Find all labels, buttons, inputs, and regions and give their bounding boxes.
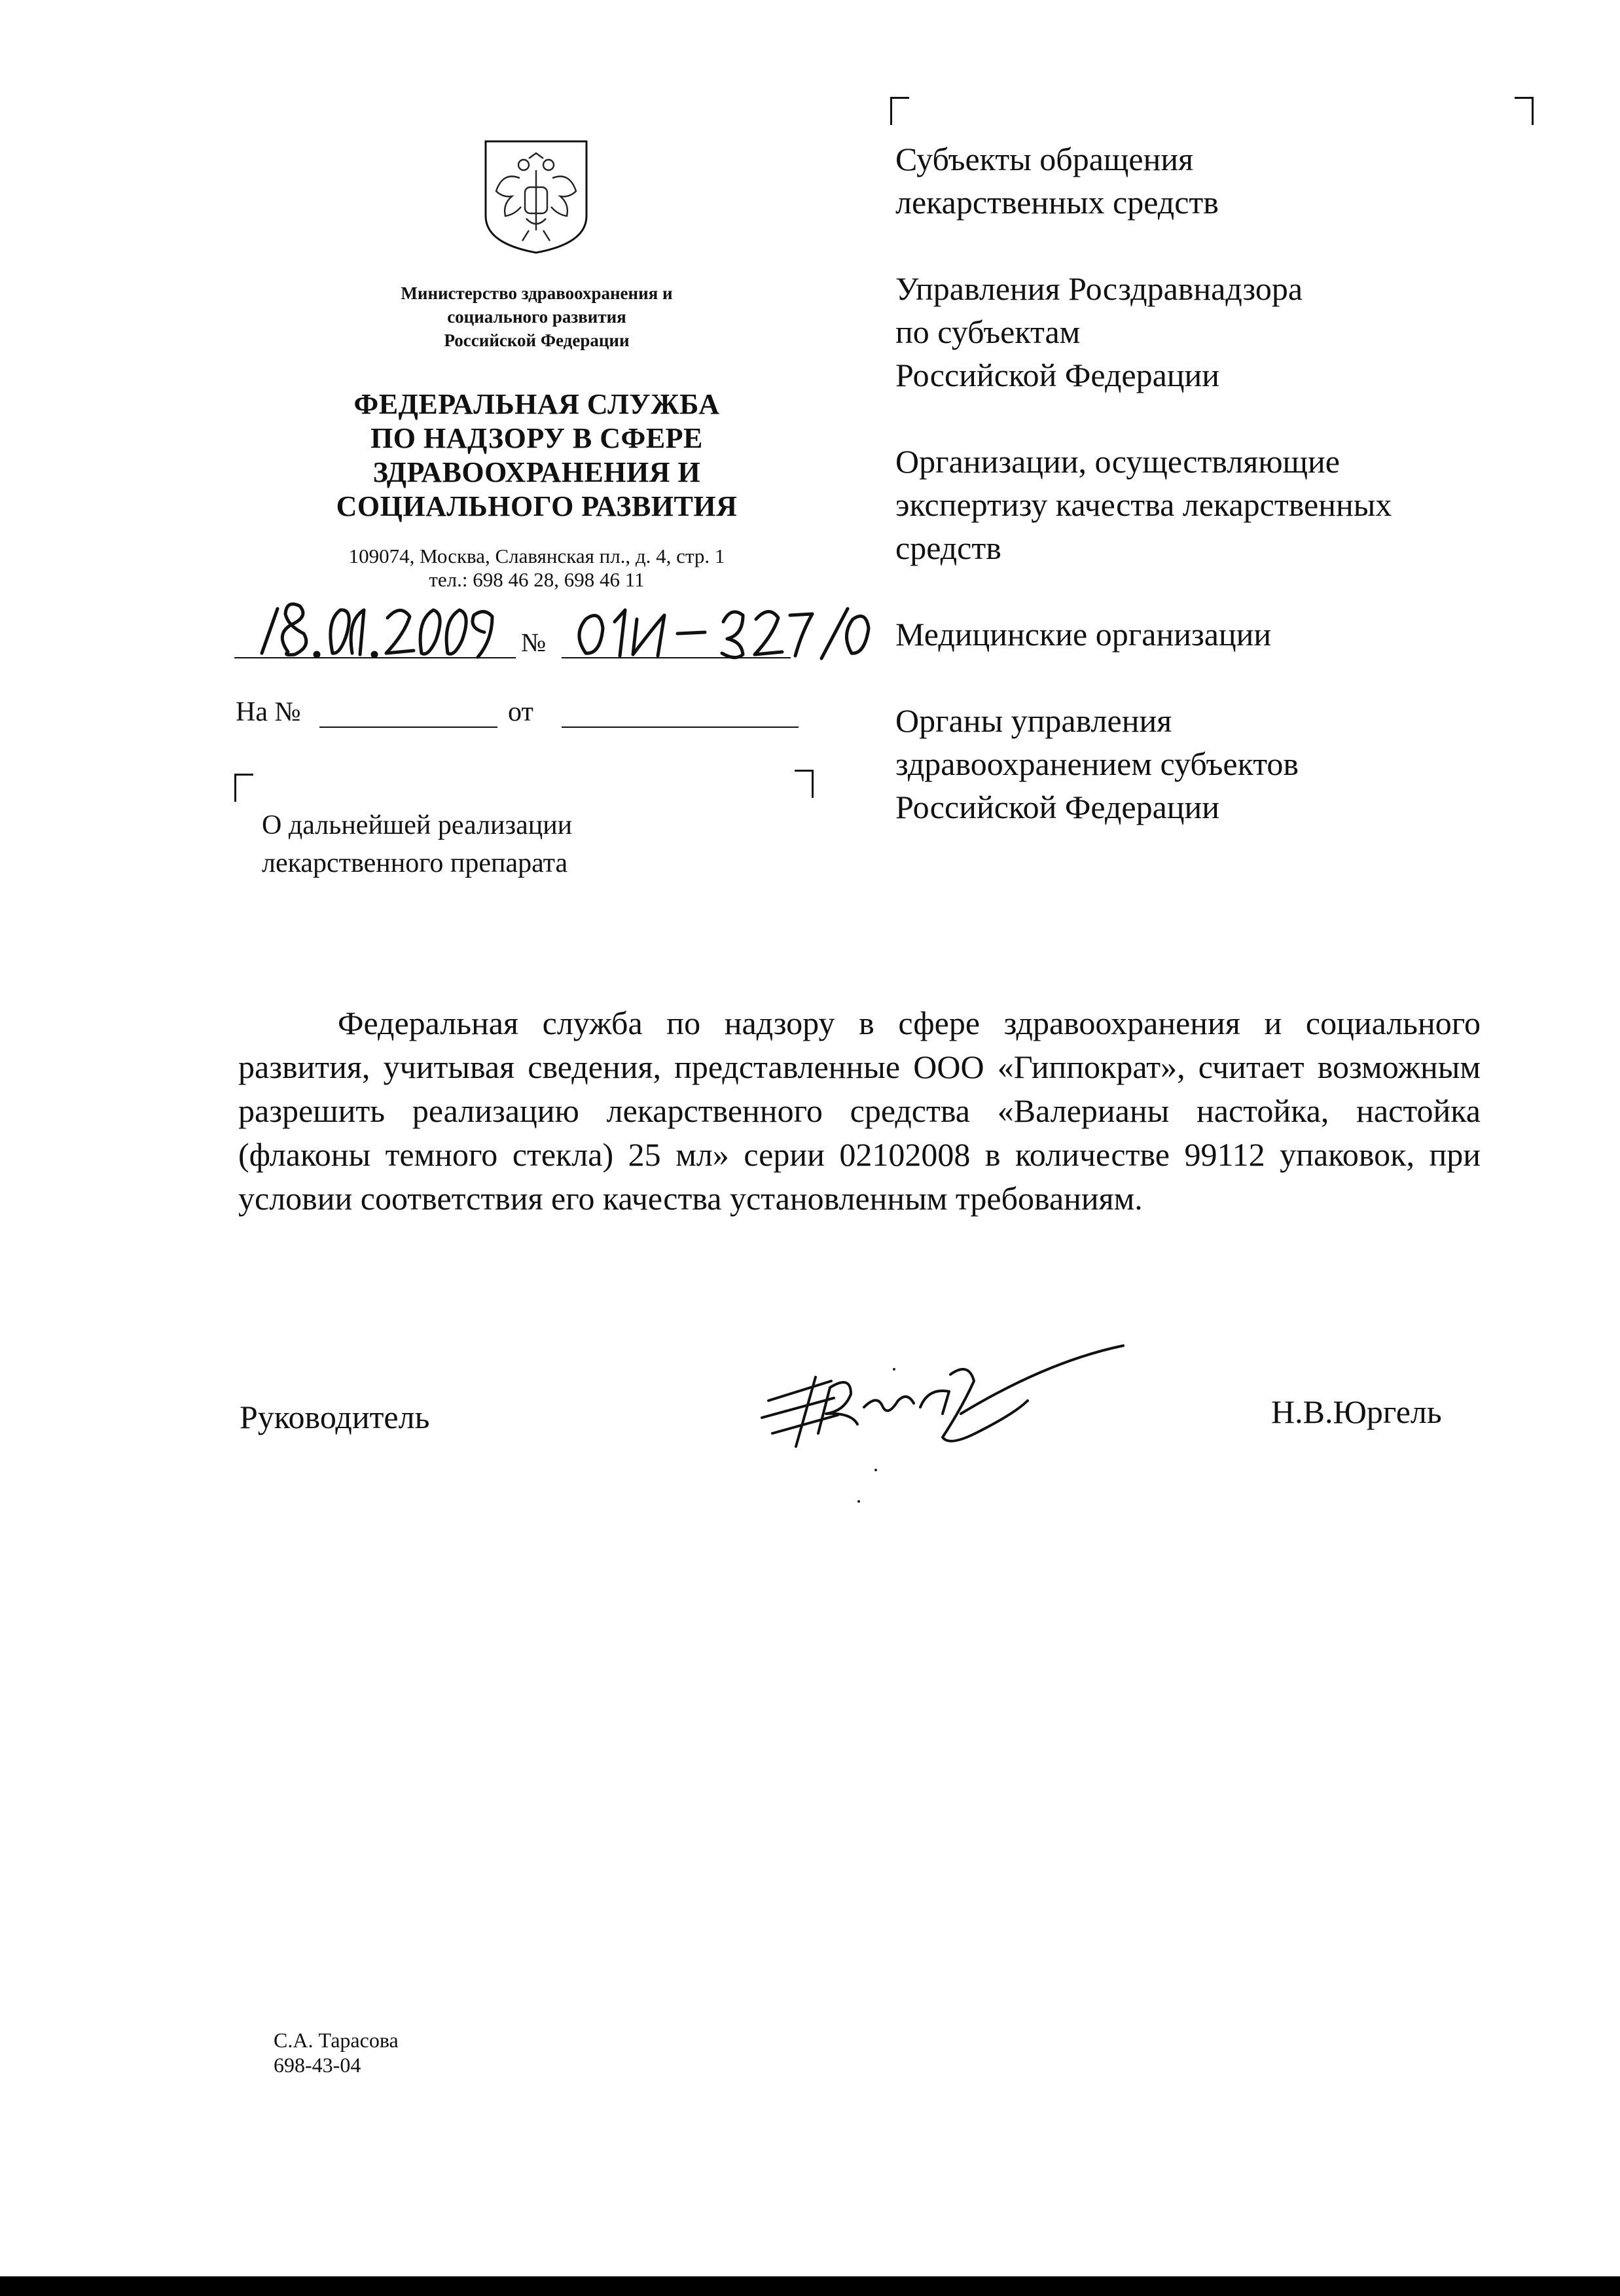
date-underline [234,657,516,658]
subject-corner-left [234,774,253,802]
addressee-corner-left [890,97,909,125]
ministry-line: социального развития [447,307,626,327]
address-line: тел.: 698 46 28, 698 46 11 [429,568,645,591]
addressee-line: здравоохранением субъектов [895,745,1299,782]
executor-name: С.А. Тарасова [274,2028,399,2052]
number-underline [562,657,791,658]
ministry-line: Министерство здравоохранения и [401,283,673,303]
subject-line: О дальнейшей реализации [262,810,573,840]
addressee-line: Органы управления [895,702,1172,739]
reference-number-blank [319,726,497,728]
ministry-line: Российской Федерации [444,331,630,350]
addressee-line: Организации, осуществляющие [895,443,1341,480]
scan-speck [893,1368,895,1371]
addressee-line: Субъекты обращения [895,141,1194,177]
addressee-group [895,613,1550,656]
reference-date-blank [562,726,799,728]
signatory-title: Руководитель [240,1399,430,1435]
scan-speck [874,1469,877,1471]
service-line: СОЦИАЛЬНОГО РАЗВИТИЯ [336,490,738,522]
scan-speck [857,1500,860,1503]
executor-phone: 698-43-04 [274,2053,361,2077]
service-address [275,545,799,592]
addressee-line: средств [895,529,1001,566]
reference-label: На № [236,697,301,727]
addressee-line: Российской Федерации [895,789,1220,825]
addressee-list [895,137,1550,872]
service-line: ПО НАДЗОРУ В СФЕРЕ [370,422,703,454]
subject-line: лекарственного препарата [262,848,568,878]
address-line: 109074, Москва, Славянская пл., д. 4, стр. 1 [348,545,725,567]
addressee-group [895,267,1550,397]
handwritten-date [249,594,524,666]
addressee-line: Российской Федерации [895,357,1220,393]
scan-edge [0,2276,1620,2296]
addressee-line: Медицинские организации [895,616,1272,653]
addressee-line: экспертизу качества лекарственных [895,486,1392,523]
addressee-corner-right [1515,97,1534,125]
executor-info [274,2028,399,2077]
addressee-group [895,440,1550,569]
addressee-line: лекарственных средств [895,184,1219,221]
addressee-line: по субъектам [895,314,1081,350]
letter-subject [262,806,572,882]
subject-corner-right [795,770,814,798]
addressee-line: Управления Росздравнадзора [895,270,1303,307]
body-paragraph: Федеральная служба по надзору в сфере здравоохранения и социального развития, учитывая сведения, представленные ООО «Гиппократ», считает возможным разрешить реализацию лекарственного средства «Валерианы настойка, настойка (флаконы темного стекла) 25 мл» серии 02102008 в количестве 99112 упаковок, при условии соответствия его качества установленным требованиям. [238,1005,1481,1217]
signatory-name: Н.В.Юргель [1271,1393,1442,1430]
service-name [281,387,792,524]
service-line: ЗДРАВООХРАНЕНИЯ И [372,456,701,488]
ministry-name [301,281,772,352]
addressee-group [895,137,1550,224]
service-line: ФЕДЕРАЛЬНАЯ СЛУЖБА [353,388,720,420]
handwritten-signature [753,1335,1132,1466]
reference-from-label: от [508,697,533,727]
coat-of-arms-icon [483,139,589,255]
number-sign: № [521,628,547,657]
letter-body [238,1001,1481,1221]
addressee-group [895,699,1550,829]
